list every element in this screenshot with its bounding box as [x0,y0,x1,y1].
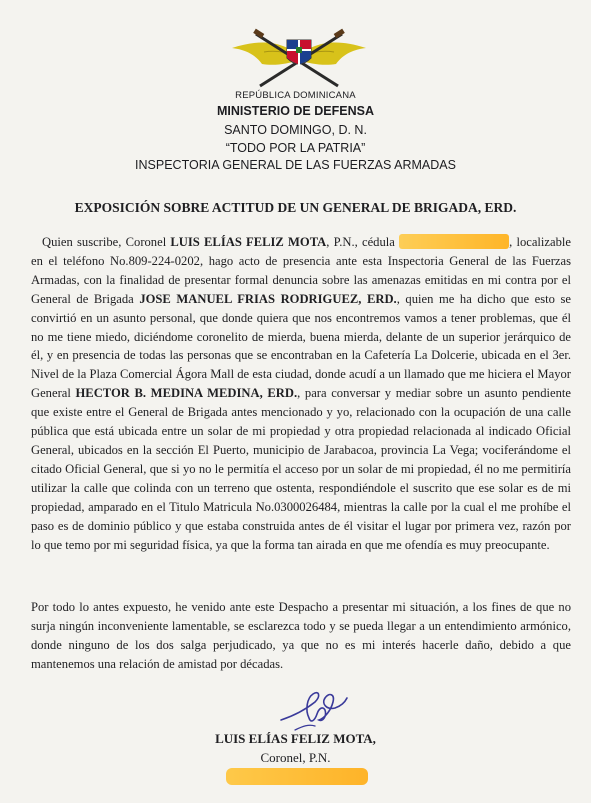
p1-text-5: , para conversar y mediar sobre un asunto pendiente que existe entre el General de Brigada antes mencionado y yo, relacionado con la ocupación de una calle pública que está ubicada entre un solar de mi propiedad y otra propiedad relacionada al indicado Oficial General, ubicados en la sección El Puerto, municipio de Jarabacoa, provincia La Vega; vociferándome el citado Oficial General, que si yo no le permitía el acceso por un solar de mi propiedad, él no me permitiría utilizar la calle que colinda con un terreno que ostenta, respondiéndole el suscrito que ese solar es de mi propiedad, amparado en el Titulo Matricula No.0300026484, mientras la calle por la cual el me prohíbe el paso es de dominio público y que estaba construida antes de él visitar el lugar por primera vez, razón por lo que temo por mi seguridad física, ya que la forma tan airada en que me ofendía es muy preocupante. [31,386,571,552]
paragraph-conclusion: Por todo lo antes expuesto, he venido ante este Despacho a presentar mi situación, a los fines de que no surja ningún inconveniente lamentable, se esclarezca todo y se pueda llegar a un entendimiento armónico, donde ninguno de los dos salga perjudicado, ya que no es mi interés hacerle daño, debido a que mantenemos una relación de amistad por décadas. [31,600,571,671]
paragraph-complaint [31,233,571,554]
signatory-name: LUIS ELÍAS FELIZ MOTA, [215,731,376,746]
signatory-rank: Coronel, P.N. [260,750,331,765]
p1-text-2: , P.N., cédula [326,235,400,249]
name-major-general: HECTOR B. MEDINA MEDINA, ERD. [75,386,298,401]
header-ministry: MINISTERIO DE DEFENSA [217,104,374,118]
redacted-highlight-bottom [226,768,368,785]
header-republic: REPÚBLICA DOMINICANA [235,90,356,101]
name-general-accused: JOSE MANUEL FRIAS RODRIGUEZ, ERD. [139,291,397,306]
header-city: SANTO DOMINGO, D. N. [224,123,367,137]
ministry-emblem-icon [226,26,372,92]
p1-text-3: , localizable en el teléfono No.809-224-0202, hago acto de presencia ante esta Inspectoria General de las Fuerzas Armadas, con la finalidad de presentar formal denuncia sobre las amenazas emitidas en mi contra por el General de Brigada [31,235,571,306]
name-complainant: LUIS ELÍAS FELIZ MOTA [170,235,327,249]
header-inspectorate: INSPECTORIA GENERAL DE LAS FUERZAS ARMADAS [135,158,456,172]
p1-text-1: Quien suscribe, Coronel [42,235,171,249]
header-motto: “TODO POR LA PATRIA” [225,141,366,155]
p1-text-4: , quien me ha dicho que esto se convirtió en un asunto personal, que donde quiera que nos encontremos vamos a tener problemas, que él no me tiene miedo, diciéndome coronelito de mierda, buena mierda, delante de un superior jerárquico de él, y en presencia de todas las personas que se encontraban en la Cafetería La Dolcerie, ubicada en el 3er. Nivel de la Plaza Comercial Ágora Mall de esta ciudad, donde acudí a un llamado que me hiciera el Mayor General [31,291,571,401]
redacted-id-highlight [399,234,509,249]
document-title: EXPOSICIÓN SOBRE ACTITUD DE UN GENERAL DE BRIGADA, ERD. [74,200,517,215]
